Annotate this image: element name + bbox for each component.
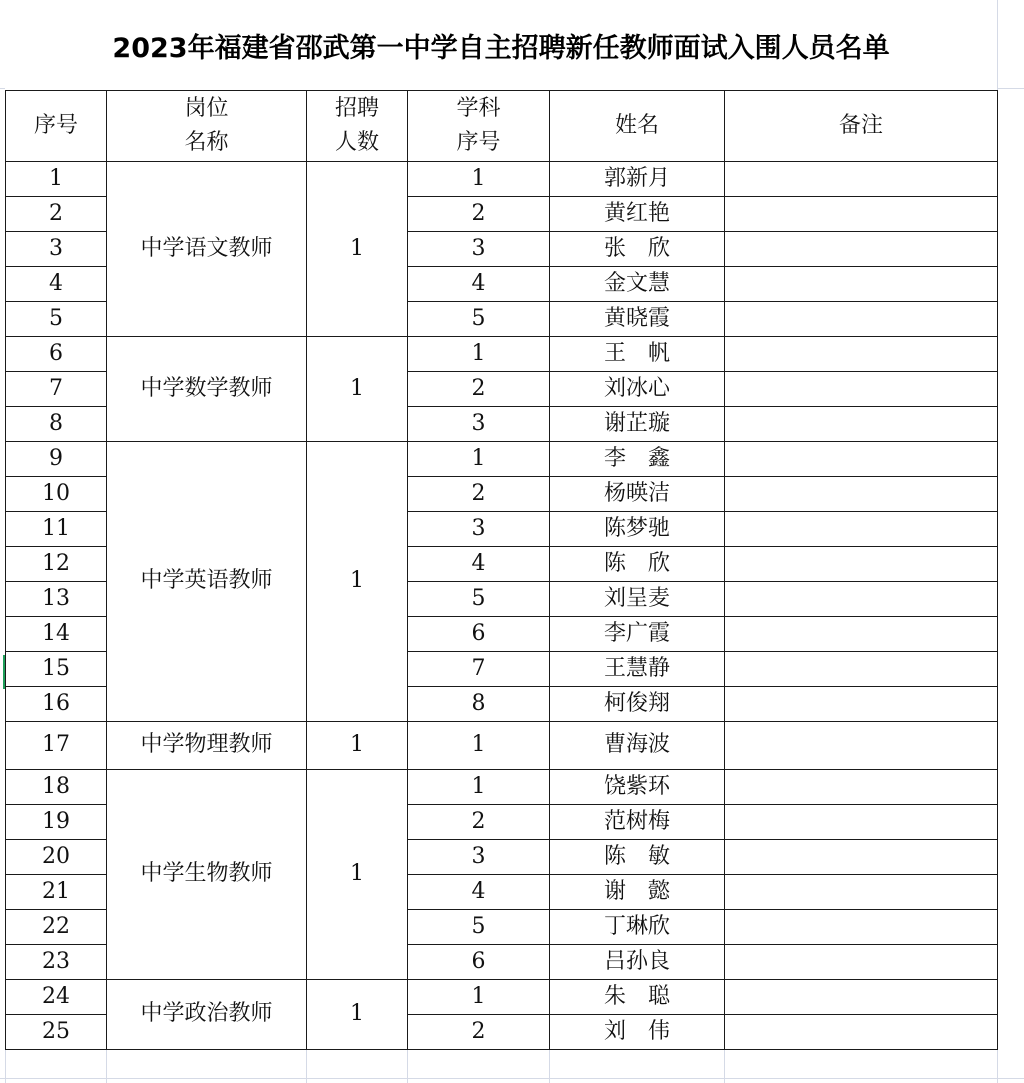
seq-cell[interactable]: 14 bbox=[6, 617, 107, 652]
remarks-cell[interactable] bbox=[725, 477, 998, 512]
remarks-cell[interactable] bbox=[725, 232, 998, 267]
name-cell[interactable]: 李 鑫 bbox=[550, 442, 725, 477]
subject-seq-cell[interactable]: 4 bbox=[408, 875, 550, 910]
remarks-cell[interactable] bbox=[725, 582, 998, 617]
table-row bbox=[6, 722, 998, 770]
name-cell[interactable]: 饶紫环 bbox=[550, 770, 725, 805]
subject-seq-cell[interactable]: 6 bbox=[408, 617, 550, 652]
header-quota[interactable]: 招聘 人数 bbox=[307, 91, 408, 162]
name-cell[interactable]: 刘 伟 bbox=[550, 1015, 725, 1050]
remarks-cell[interactable] bbox=[725, 875, 998, 910]
header-position[interactable]: 岗位 名称 bbox=[107, 91, 307, 162]
seq-cell[interactable]: 5 bbox=[6, 302, 107, 337]
subject-seq-cell[interactable]: 4 bbox=[408, 267, 550, 302]
name-cell[interactable]: 吕孙良 bbox=[550, 945, 725, 980]
name-cell[interactable]: 范树梅 bbox=[550, 805, 725, 840]
seq-cell[interactable]: 17 bbox=[6, 722, 107, 770]
name-cell[interactable]: 陈 敏 bbox=[550, 840, 725, 875]
remarks-cell[interactable] bbox=[725, 805, 998, 840]
name-cell[interactable]: 黄晓霞 bbox=[550, 302, 725, 337]
name-cell[interactable]: 陈梦驰 bbox=[550, 512, 725, 547]
subject-seq-cell[interactable]: 2 bbox=[408, 372, 550, 407]
table-row bbox=[6, 442, 998, 477]
remarks-cell[interactable] bbox=[725, 1015, 998, 1050]
seq-cell[interactable]: 3 bbox=[6, 232, 107, 267]
remarks-cell[interactable] bbox=[725, 197, 998, 232]
remarks-cell[interactable] bbox=[725, 512, 998, 547]
seq-cell[interactable]: 4 bbox=[6, 267, 107, 302]
table-row bbox=[6, 162, 998, 197]
subject-seq-cell[interactable]: 6 bbox=[408, 945, 550, 980]
seq-cell[interactable]: 25 bbox=[6, 1015, 107, 1050]
remarks-cell[interactable] bbox=[725, 162, 998, 197]
position-cell[interactable]: 中学英语教师 bbox=[107, 442, 307, 722]
subject-seq-cell[interactable]: 3 bbox=[408, 232, 550, 267]
name-cell[interactable]: 王 帆 bbox=[550, 337, 725, 372]
position-cell[interactable]: 中学数学教师 bbox=[107, 337, 307, 442]
remarks-cell[interactable] bbox=[725, 267, 998, 302]
seq-cell[interactable]: 21 bbox=[6, 875, 107, 910]
seq-cell[interactable]: 9 bbox=[6, 442, 107, 477]
candidate-table bbox=[5, 90, 998, 1050]
name-cell[interactable]: 柯俊翔 bbox=[550, 687, 725, 722]
name-cell[interactable]: 郭新月 bbox=[550, 162, 725, 197]
subject-seq-cell[interactable]: 1 bbox=[408, 337, 550, 372]
subject-seq-cell[interactable]: 1 bbox=[408, 770, 550, 805]
seq-cell[interactable]: 15 bbox=[6, 652, 107, 687]
remarks-cell[interactable] bbox=[725, 372, 998, 407]
quota-cell[interactable]: 1 bbox=[307, 442, 408, 722]
seq-cell[interactable]: 2 bbox=[6, 197, 107, 232]
table-row bbox=[6, 770, 998, 805]
name-cell[interactable]: 张 欣 bbox=[550, 232, 725, 267]
subject-seq-cell[interactable]: 5 bbox=[408, 910, 550, 945]
remarks-cell[interactable] bbox=[725, 547, 998, 582]
position-cell[interactable]: 中学物理教师 bbox=[107, 722, 307, 770]
subject-seq-cell[interactable]: 2 bbox=[408, 805, 550, 840]
name-cell[interactable]: 谢芷璇 bbox=[550, 407, 725, 442]
position-cell[interactable]: 中学政治教师 bbox=[107, 980, 307, 1050]
subject-seq-cell[interactable]: 2 bbox=[408, 1015, 550, 1050]
subject-seq-cell[interactable]: 1 bbox=[408, 442, 550, 477]
name-cell[interactable]: 黄红艳 bbox=[550, 197, 725, 232]
subject-seq-cell[interactable]: 3 bbox=[408, 512, 550, 547]
seq-cell[interactable]: 13 bbox=[6, 582, 107, 617]
seq-cell[interactable]: 12 bbox=[6, 547, 107, 582]
seq-cell[interactable]: 18 bbox=[6, 770, 107, 805]
subject-seq-cell[interactable]: 1 bbox=[408, 722, 550, 770]
table-row bbox=[6, 980, 998, 1015]
name-cell[interactable]: 曹海波 bbox=[550, 722, 725, 770]
remarks-cell[interactable] bbox=[725, 442, 998, 477]
remarks-cell[interactable] bbox=[725, 840, 998, 875]
name-cell[interactable]: 陈 欣 bbox=[550, 547, 725, 582]
name-cell[interactable]: 王慧静 bbox=[550, 652, 725, 687]
subject-seq-cell[interactable]: 1 bbox=[408, 162, 550, 197]
gridline bbox=[0, 1078, 1024, 1079]
remarks-cell[interactable] bbox=[725, 407, 998, 442]
seq-cell[interactable]: 22 bbox=[6, 910, 107, 945]
seq-cell[interactable]: 20 bbox=[6, 840, 107, 875]
document-title: 2023年福建省邵武第一中学自主招聘新任教师面试入围人员名单 bbox=[5, 0, 997, 90]
name-cell[interactable]: 谢 懿 bbox=[550, 875, 725, 910]
subject-seq-cell[interactable]: 1 bbox=[408, 980, 550, 1015]
subject-seq-cell[interactable]: 3 bbox=[408, 840, 550, 875]
name-cell[interactable]: 刘呈麦 bbox=[550, 582, 725, 617]
header-subject-seq[interactable]: 学科 序号 bbox=[408, 91, 550, 162]
subject-seq-cell[interactable]: 2 bbox=[408, 197, 550, 232]
name-cell[interactable]: 李广霞 bbox=[550, 617, 725, 652]
header-remarks[interactable]: 备注 bbox=[725, 91, 998, 162]
remarks-cell[interactable] bbox=[725, 652, 998, 687]
remarks-cell[interactable] bbox=[725, 722, 998, 770]
seq-cell[interactable]: 8 bbox=[6, 407, 107, 442]
name-cell[interactable]: 金文慧 bbox=[550, 267, 725, 302]
quota-cell[interactable]: 1 bbox=[307, 722, 408, 770]
seq-cell[interactable]: 24 bbox=[6, 980, 107, 1015]
seq-cell[interactable]: 1 bbox=[6, 162, 107, 197]
seq-cell[interactable]: 7 bbox=[6, 372, 107, 407]
position-cell[interactable]: 中学生物教师 bbox=[107, 770, 307, 980]
subject-seq-cell[interactable]: 2 bbox=[408, 477, 550, 512]
table-row bbox=[6, 337, 998, 372]
remarks-cell[interactable] bbox=[725, 617, 998, 652]
remarks-cell[interactable] bbox=[725, 910, 998, 945]
header-seq[interactable]: 序号 bbox=[6, 91, 107, 162]
remarks-cell[interactable] bbox=[725, 770, 998, 805]
quota-cell[interactable]: 1 bbox=[307, 337, 408, 442]
quota-cell[interactable]: 1 bbox=[307, 162, 408, 337]
seq-cell[interactable]: 23 bbox=[6, 945, 107, 980]
remarks-cell[interactable] bbox=[725, 337, 998, 372]
remarks-cell[interactable] bbox=[725, 945, 998, 980]
remarks-cell[interactable] bbox=[725, 302, 998, 337]
name-cell[interactable]: 杨暎洁 bbox=[550, 477, 725, 512]
header-name[interactable]: 姓名 bbox=[550, 91, 725, 162]
name-cell[interactable]: 朱 聪 bbox=[550, 980, 725, 1015]
subject-seq-cell[interactable]: 5 bbox=[408, 302, 550, 337]
name-cell[interactable]: 丁琳欣 bbox=[550, 910, 725, 945]
subject-seq-cell[interactable]: 5 bbox=[408, 582, 550, 617]
subject-seq-cell[interactable]: 4 bbox=[408, 547, 550, 582]
subject-seq-cell[interactable]: 8 bbox=[408, 687, 550, 722]
remarks-cell[interactable] bbox=[725, 687, 998, 722]
header-row bbox=[6, 91, 998, 162]
seq-cell[interactable]: 6 bbox=[6, 337, 107, 372]
remarks-cell[interactable] bbox=[725, 980, 998, 1015]
seq-cell[interactable]: 19 bbox=[6, 805, 107, 840]
subject-seq-cell[interactable]: 7 bbox=[408, 652, 550, 687]
seq-cell[interactable]: 10 bbox=[6, 477, 107, 512]
subject-seq-cell[interactable]: 3 bbox=[408, 407, 550, 442]
quota-cell[interactable]: 1 bbox=[307, 980, 408, 1050]
quota-cell[interactable]: 1 bbox=[307, 770, 408, 980]
seq-cell[interactable]: 11 bbox=[6, 512, 107, 547]
seq-cell[interactable]: 16 bbox=[6, 687, 107, 722]
name-cell[interactable]: 刘冰心 bbox=[550, 372, 725, 407]
position-cell[interactable]: 中学语文教师 bbox=[107, 162, 307, 337]
